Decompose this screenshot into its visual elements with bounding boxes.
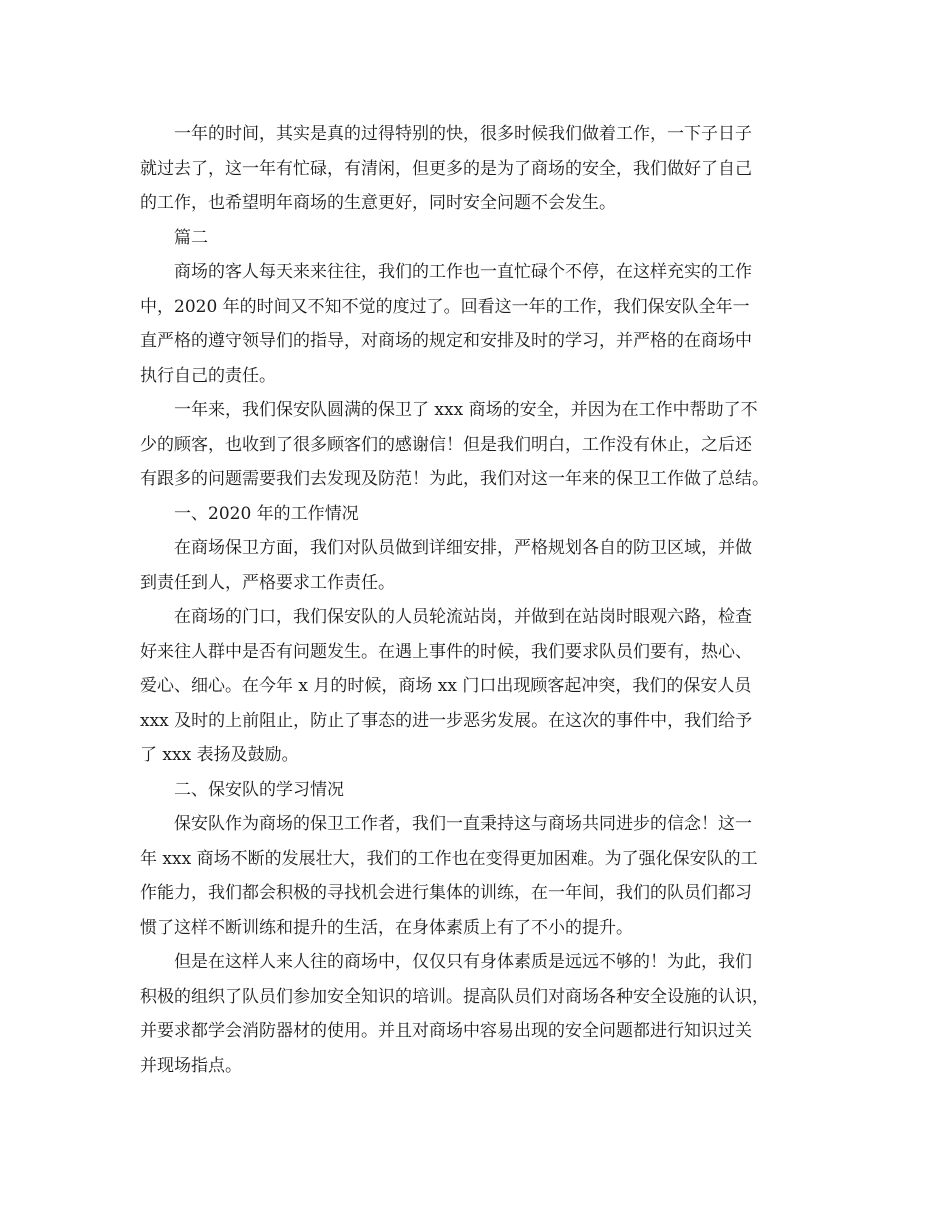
paragraph-line: 执行自己的责任。 — [140, 365, 276, 386]
paragraph-line: 有跟多的问题需要我们去发现及防范！为此，我们对这一年来的保卫工作做了总结。 — [140, 469, 769, 489]
paragraph-line: 但是在这样人来人往的商场中，仅仅只有身体素质是远远不够的！为此，我们 — [174, 952, 752, 972]
paragraph-line: 并要求都学会消防器材的使用。并且对商场中容易出现的安全问题都进行知识过关 — [140, 1021, 752, 1041]
paragraph-line: 一年来，我们保安队圆满的保卫了 xxx 商场的安全，并因为在工作中帮助了不 — [174, 400, 758, 420]
paragraph-line: 爱心、细心。在今年 x 月的时候，商场 xx 门口出现顾客起冲突，我们的保安人员 — [140, 676, 752, 696]
paragraph-line: 年 xxx 商场不断的发展壮大，我们的工作也在变得更加困难。为了强化保安队的工 — [140, 848, 758, 869]
paragraph-line: 积极的组织了队员们参加安全知识的培训。提高队员们对商场各种安全设施的认识， — [140, 986, 769, 1007]
paragraph-line: xxx 及时的上前阻止，防止了事态的进一步恶劣发展。在这次的事件中，我们给予 — [140, 710, 753, 731]
paragraph-line: 中，2020 年的时间又不知不觉的度过了。回看这一年的工作，我们保安队全年一 — [140, 296, 750, 317]
paragraph-line: 直严格的遵守领导们的指导，对商场的规定和安排及时的学习，并严格的在商场中 — [140, 331, 752, 351]
section-heading: 二、保安队的学习情况 — [174, 779, 344, 800]
paragraph-line: 一年的时间，其实是真的过得特别的快，很多时候我们做着工作，一下子日子 — [174, 124, 752, 144]
paragraph-line: 保安队作为商场的保卫工作者，我们一直秉持这与商场共同进步的信念！这一 — [174, 814, 752, 834]
section-title: 篇二 — [174, 227, 208, 248]
document-page — [140, 117, 812, 1083]
paragraph-line: 到责任到人，严格要求工作责任。 — [140, 572, 395, 593]
paragraph-line: 好来往人群中是否有问题发生。在遇上事件的时候，我们要求队员们要有，热心、 — [140, 641, 752, 662]
paragraph-line: 并现场指点。 — [140, 1055, 242, 1076]
paragraph-line: 就过去了，这一年有忙碌，有清闲，但更多的是为了商场的安全，我们做好了自己 — [140, 158, 752, 179]
paragraph-line: 作能力，我们都会积极的寻找机会进行集体的训练，在一年间，我们的队员们都习 — [140, 883, 752, 903]
paragraph-line: 商场的客人每天来来往往，我们的工作也一直忙碌个不停，在这样充实的工作 — [174, 262, 752, 282]
section-heading: 一、2020 年的工作情况 — [174, 503, 359, 524]
paragraph-line: 在商场保卫方面，我们对队员做到详细安排，严格规划各自的防卫区域，并做 — [174, 538, 752, 558]
paragraph-line: 了 xxx 表扬及鼓励。 — [140, 745, 299, 765]
paragraph-line: 少的顾客，也收到了很多顾客们的感谢信！但是我们明白，工作没有休止，之后还 — [140, 434, 752, 455]
paragraph-line: 惯了这样不断训练和提升的生活，在身体素质上有了不小的提升。 — [140, 917, 633, 938]
paragraph-line: 的工作，也希望明年商场的生意更好，同时安全问题不会发生。 — [140, 193, 616, 213]
paragraph-line: 在商场的门口，我们保安队的人员轮流站岗，并做到在站岗时眼观六路，检查 — [174, 607, 752, 627]
